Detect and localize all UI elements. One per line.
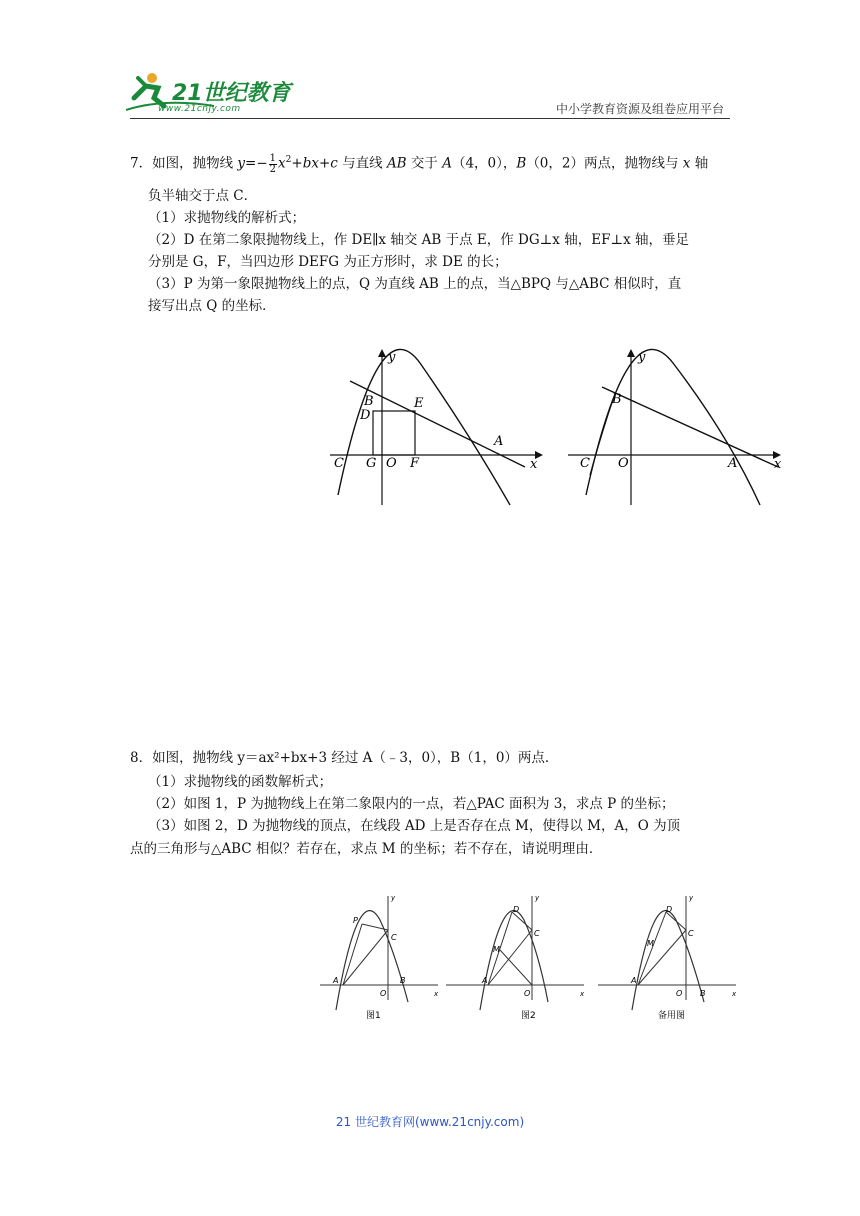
q8-part3-a: （3）如图 2，D 为抛物线的顶点，在线段 AD 上是否存在点 M，使得以 M，A，O 为顶 bbox=[148, 818, 681, 834]
q8-fig2-caption: 图2 bbox=[521, 1011, 536, 1021]
q8-part3-b: 点的三角形与△ABC 相似？若存在，求点 M 的坐标；若不存在，请说明理由． bbox=[130, 841, 603, 857]
svg-text:P: P bbox=[353, 916, 358, 925]
svg-text:D: D bbox=[666, 905, 673, 914]
fig2-A: A bbox=[728, 456, 738, 471]
fig1-A: A bbox=[494, 434, 504, 449]
q7-line1: 7．如图，抛物线 y=− $\frac{1}{2}$ $x^2+bx+c$ 与直线 AB 交于 A（4，0），B（0，2）两点，抛物线与 x 轴 bbox=[130, 152, 709, 175]
svg-text:O: O bbox=[380, 989, 387, 998]
q8-spare-caption: 备用图 bbox=[658, 1011, 686, 1021]
svg-text:M: M bbox=[647, 939, 654, 948]
svg-text:A: A bbox=[631, 976, 637, 985]
header-slogan: 中小学教育资源及组卷应用平台 bbox=[555, 102, 724, 116]
svg-text:y: y bbox=[535, 894, 540, 902]
fig1-E: E bbox=[414, 396, 424, 411]
fig2-B: B bbox=[612, 392, 622, 407]
svg-text:x: x bbox=[434, 990, 439, 998]
svg-text:x: x bbox=[580, 990, 585, 998]
svg-text:x: x bbox=[732, 990, 737, 998]
q8-figure-spare bbox=[596, 890, 741, 1022]
svg-text:O: O bbox=[524, 989, 531, 998]
q8-figure-2 bbox=[444, 890, 589, 1022]
q8-line1: 8．如图，抛物线 y＝ax²+bx+3 经过 A（﹣3，0），B（1，0）两点． bbox=[130, 750, 559, 766]
q7-part3-a: （3）P 为第一象限抛物线上的点，Q 为直线 AB 上的点，当△BPQ 与△ABC 相似时，直 bbox=[148, 276, 682, 292]
header-divider bbox=[130, 118, 730, 119]
fig2-C: C bbox=[580, 456, 590, 471]
fig1-G: G bbox=[366, 456, 377, 471]
q8-part2: （2）如图 1，P 为抛物线上在第二象限内的一点，若△PAC 面积为 3，求点 P 的坐标； bbox=[148, 796, 675, 812]
q8-figure-1 bbox=[318, 890, 443, 1022]
q7-part2-a: （2）D 在第二象限抛物线上，作 DE∥x 轴交 AB 于点 E，作 DG⊥x 轴，EF⊥x 轴，垂足 bbox=[148, 232, 690, 248]
q7-part2-b: 分别是 G，F，当四边形 DEFG 为正方形时，求 DE 的长； bbox=[148, 254, 508, 270]
q7-line2: 负半轴交于点 C． bbox=[148, 188, 258, 204]
svg-text:B: B bbox=[400, 976, 406, 985]
fig1-B: B bbox=[364, 394, 374, 409]
svg-text:C: C bbox=[688, 929, 694, 938]
q7-figure-2 bbox=[568, 345, 785, 507]
fig1-D: D bbox=[360, 408, 371, 423]
fig2-y: y bbox=[638, 350, 646, 365]
q7-part1: （1）求抛物线的解析式； bbox=[148, 210, 306, 226]
logo-url: www.21cnjy.com bbox=[158, 104, 241, 114]
svg-text:A: A bbox=[482, 976, 488, 985]
svg-text:y: y bbox=[689, 894, 694, 902]
footer-link[interactable]: 21 世纪教育网(www.21cnjy.com) bbox=[335, 1115, 525, 1129]
q8-part1: （1）求抛物线的函数解析式； bbox=[148, 774, 333, 790]
fig1-F: F bbox=[410, 456, 420, 471]
svg-text:M: M bbox=[493, 945, 500, 954]
fig1-x: x bbox=[530, 457, 538, 472]
q7-intro: 7．如图，抛物线 bbox=[130, 155, 238, 172]
fig1-C: C bbox=[334, 456, 344, 471]
fig1-O: O bbox=[386, 456, 397, 471]
svg-text:C: C bbox=[391, 933, 397, 942]
svg-text:y: y bbox=[391, 894, 396, 902]
svg-text:B: B bbox=[700, 989, 706, 998]
fig2-x: x bbox=[774, 457, 782, 472]
svg-text:C: C bbox=[534, 929, 540, 938]
fraction-half: $\frac{1}{2}$ bbox=[269, 152, 277, 175]
svg-text:A: A bbox=[333, 976, 339, 985]
q7-figure-1 bbox=[330, 345, 545, 507]
svg-text:O: O bbox=[676, 989, 683, 998]
q8-fig1-caption: 图1 bbox=[366, 1011, 381, 1021]
fig2-O: O bbox=[618, 456, 629, 471]
svg-text:D: D bbox=[513, 905, 520, 914]
fig1-y: y bbox=[388, 350, 396, 365]
q7-part3-b: 接写出点 Q 的坐标． bbox=[148, 298, 276, 314]
logo-text: 21世纪教育 bbox=[172, 81, 291, 106]
